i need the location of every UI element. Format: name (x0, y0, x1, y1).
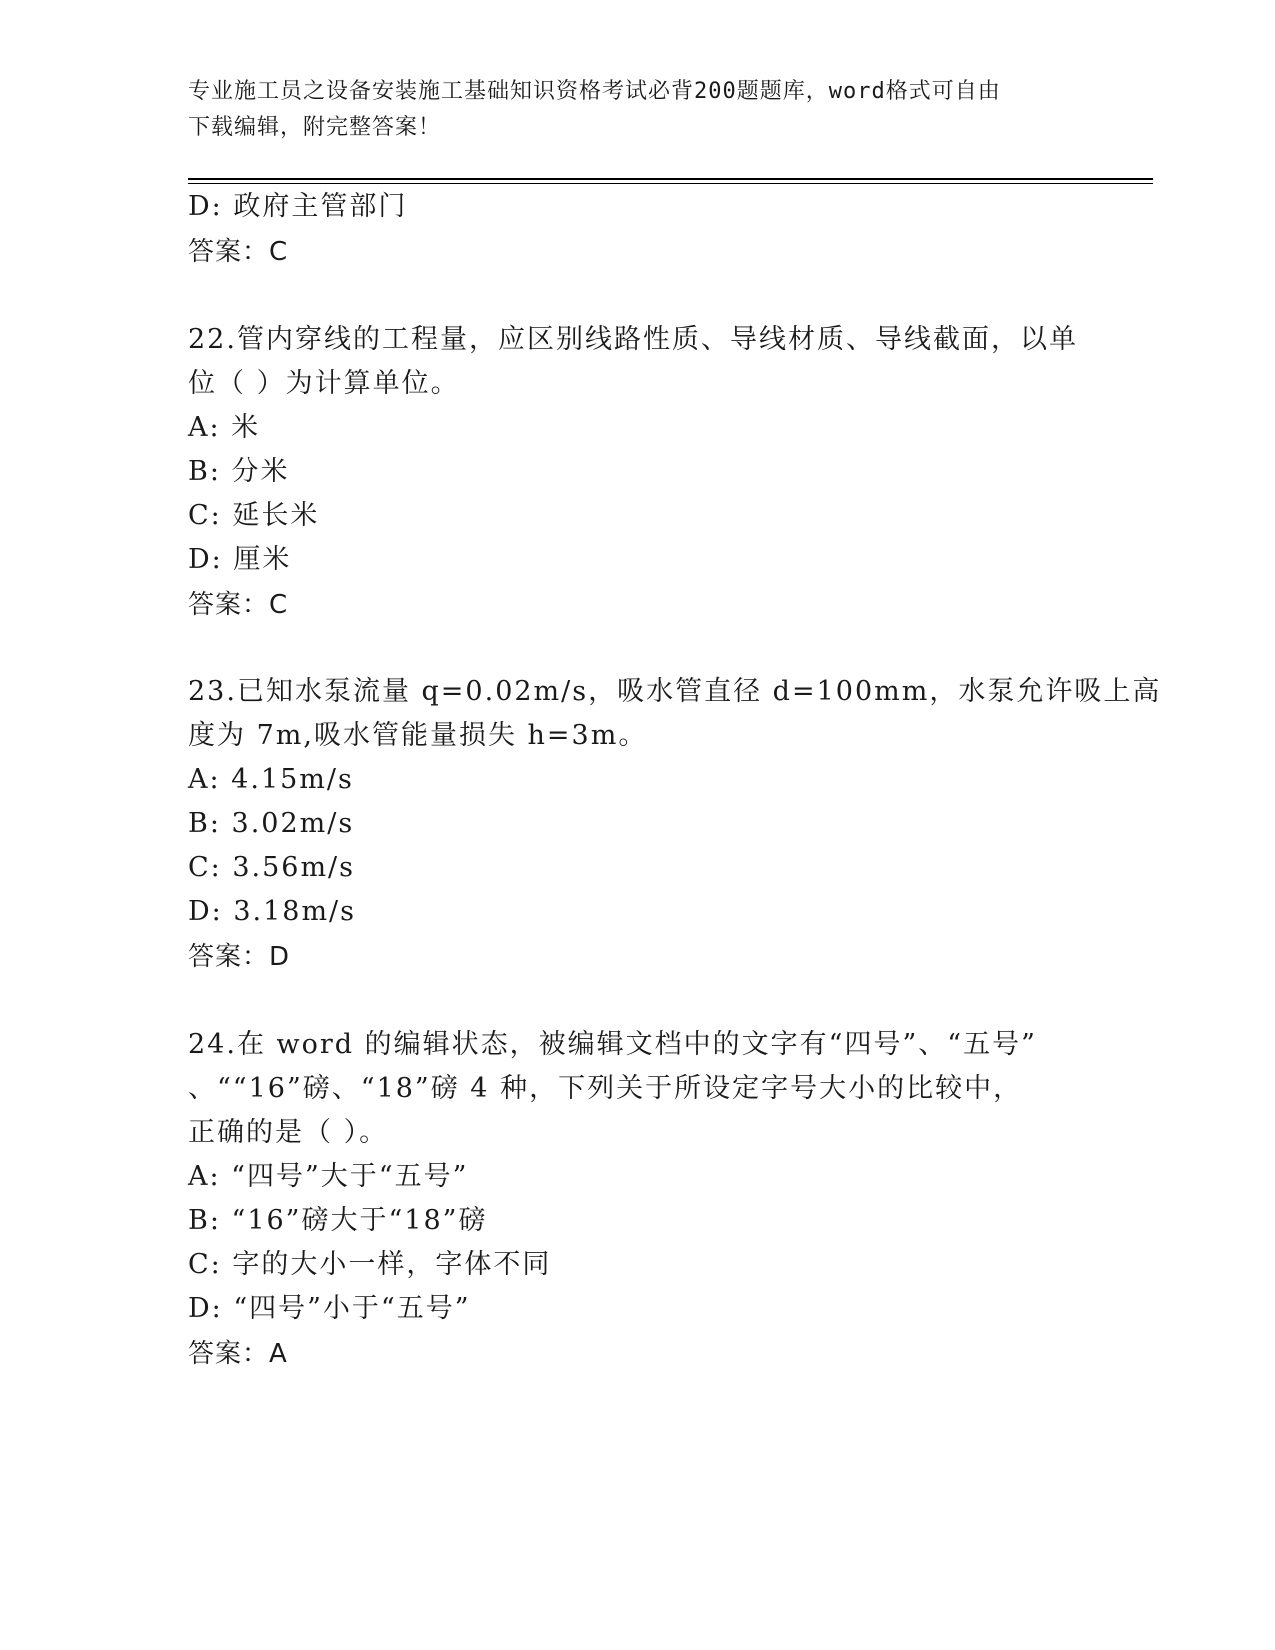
q23-option-c: C: 3.56m/s (188, 852, 356, 883)
q22-option-d: D: 厘米 (188, 544, 292, 575)
q22-option-b: B: 分米 (188, 456, 290, 487)
prev-option-d: D: 政府主管部门 (188, 191, 408, 222)
document-header (188, 74, 1068, 146)
q24-option-a: A: “四号”大于“五号” (188, 1161, 469, 1192)
header-divider-thick (188, 178, 1153, 180)
q24-text-line-1: 24.在 word 的编辑状态，被编辑文档中的文字有“四号”、“五号” (188, 1029, 1037, 1060)
header-line-1: 专业施工员之设备安装施工基础知识资格考试必背200题题库，word格式可自由 (188, 79, 1001, 104)
q23-option-b: B: 3.02m/s (188, 808, 355, 839)
q23-text-line-1: 23.已知水泵流量 q=0.02m/s，吸水管直径 d=100mm，水泵允许吸上高 (188, 676, 1162, 707)
header-line-2: 下载编辑，附完整答案！ (188, 115, 442, 140)
header-divider-thin (188, 183, 1153, 184)
q23-text-line-2: 度为 7m,吸水管能量损失 h=3m。 (188, 720, 648, 751)
q24-option-c: C: 字的大小一样，字体不同 (188, 1249, 552, 1280)
q24-option-d: D: “四号”小于“五号” (188, 1293, 471, 1324)
q22-option-a: A: 米 (188, 412, 261, 443)
q24-text-line-2: 、““16”磅、“18”磅 4 种，下列关于所设定字号大小的比较中， (188, 1073, 1023, 1104)
q24-answer: 答案：A (188, 1339, 288, 1369)
q22-text-line-2: 位（ ）为计算单位。 (188, 368, 460, 399)
q22-answer: 答案：C (188, 590, 289, 620)
q22-option-c: C: 延长米 (188, 500, 320, 531)
q22-text-line-1: 22.管内穿线的工程量，应区别线路性质、导线材质、导线截面，以单 (188, 324, 1078, 355)
q23-option-d: D: 3.18m/s (188, 896, 356, 927)
q23-option-a: A: 4.15m/s (188, 764, 354, 795)
prev-answer: 答案：C (188, 237, 289, 267)
q24-option-b: B: “16”磅大于“18”磅 (188, 1205, 488, 1236)
q24-text-line-3: 正确的是（ ）。 (188, 1117, 389, 1148)
q23-answer: 答案：D (188, 942, 291, 972)
